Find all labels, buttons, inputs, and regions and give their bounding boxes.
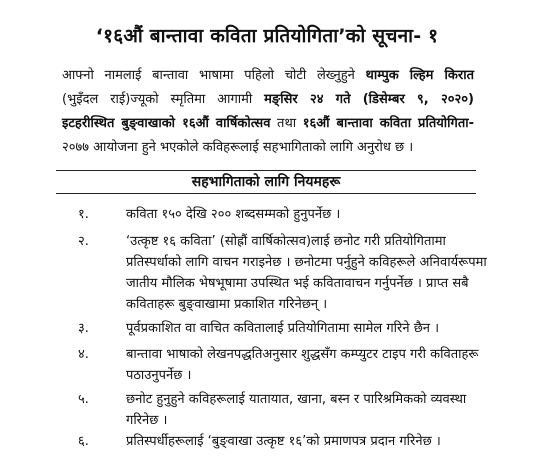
rule-number: ६. (78, 434, 89, 449)
rule-line: गरिनेछ । (126, 413, 168, 428)
rule-text (126, 231, 487, 315)
rule-text (126, 431, 478, 452)
intro-line-2 (62, 88, 474, 112)
rule-line: जातीय मौलिक भेषभूषामा उपस्थित भई कवितावाचन गर्नुपर्नेछ । प्राप्त सबै (126, 276, 469, 291)
rule-line: बान्तावा भाषाको लेखनपद्धतिअनुसार शुद्धसँग कम्प्युटर टाइप गरी कविताहरू (126, 347, 479, 362)
anniversary-text: १६औं वार्षिकोत्सव (182, 116, 271, 131)
rule-line: पूर्वप्रकाशित वा वाचित कवितालाई प्रतियोगितामा सामेल गरिने छैन । (126, 321, 440, 336)
intro-line-3 (62, 112, 474, 136)
intro-text: आफ्नो नामलाई बान्तावा भाषामा पहिलो चोटी लेख्नुहुने (62, 68, 366, 83)
poet-alias: (भुइँदल राई) (62, 92, 131, 107)
intro-text: ज्यूको स्मृतिमा आगामी (130, 92, 265, 107)
rule-line: प्रतिस्पर्धीहरूलाई ‘बुङ्वाखा उत्कृष्ट १६’को प्रमाणपत्र प्रदान गरिनेछ । (126, 434, 441, 449)
rule-line: कविता १५० देखि २०० शब्दसम्मको हुनुपर्नेछ । (126, 207, 341, 222)
rule-number: ५. (78, 392, 89, 407)
intro-line-4: २०७७ आयोजना हुने भएकोले कविहरूलाई सहभागिताको लागि अनुरोध छ । (62, 140, 414, 155)
rule-line: ‘उत्कृष्ट १६ कविता’ (सोह्रौं वार्षिकोत्सव)लाई छनोट गरी प्रतियोगितामा (126, 234, 446, 249)
poet-name: थाम्पुक ल्हिम किरात (365, 68, 474, 83)
intro-line-1 (62, 64, 474, 88)
rule-number: १. (78, 207, 89, 222)
notice-title: ‘१६औं बान्तावा कविता प्रतियोगिता’को सूचना- १ (95, 25, 439, 47)
rule-number: २. (78, 234, 89, 249)
venue-text: इटहरीस्थित बुङ्वाखाको (62, 116, 183, 131)
rule-line: छनोट हुनुहुने कविहरूलाई यातायात, खाना, बस्न र पारिश्रमिकको व्यवस्था (126, 392, 467, 407)
rule-line: पठाउनुपर्नेछ । (126, 368, 192, 383)
rule-line: प्रतिस्पर्धाको लागि वाचन गराइनेछ । छनोटमा पर्नुहुने कविहरूले अनिवार्यरूपमा (126, 255, 487, 270)
rule-number: ३. (78, 321, 89, 336)
rule-number: ४. (78, 347, 89, 362)
rules-heading: सहभागिताको लागि नियमहरू (56, 170, 476, 194)
rule-text (126, 318, 478, 339)
rule-text (126, 389, 478, 431)
event-date: मङ्सिर २४ गते (डिसेम्बर ९, २०२०) (264, 92, 474, 107)
rule-text (126, 344, 478, 386)
intro-text: तथा (270, 116, 303, 131)
intro-paragraph (62, 64, 474, 160)
competition-name: १६औं बान्तावा कविता प्रतियोगिता- (302, 116, 474, 131)
rule-text (126, 204, 478, 225)
rule-line: कविताहरू बुङ्वाखामा प्रकाशित गरिनेछन् । (126, 297, 328, 312)
